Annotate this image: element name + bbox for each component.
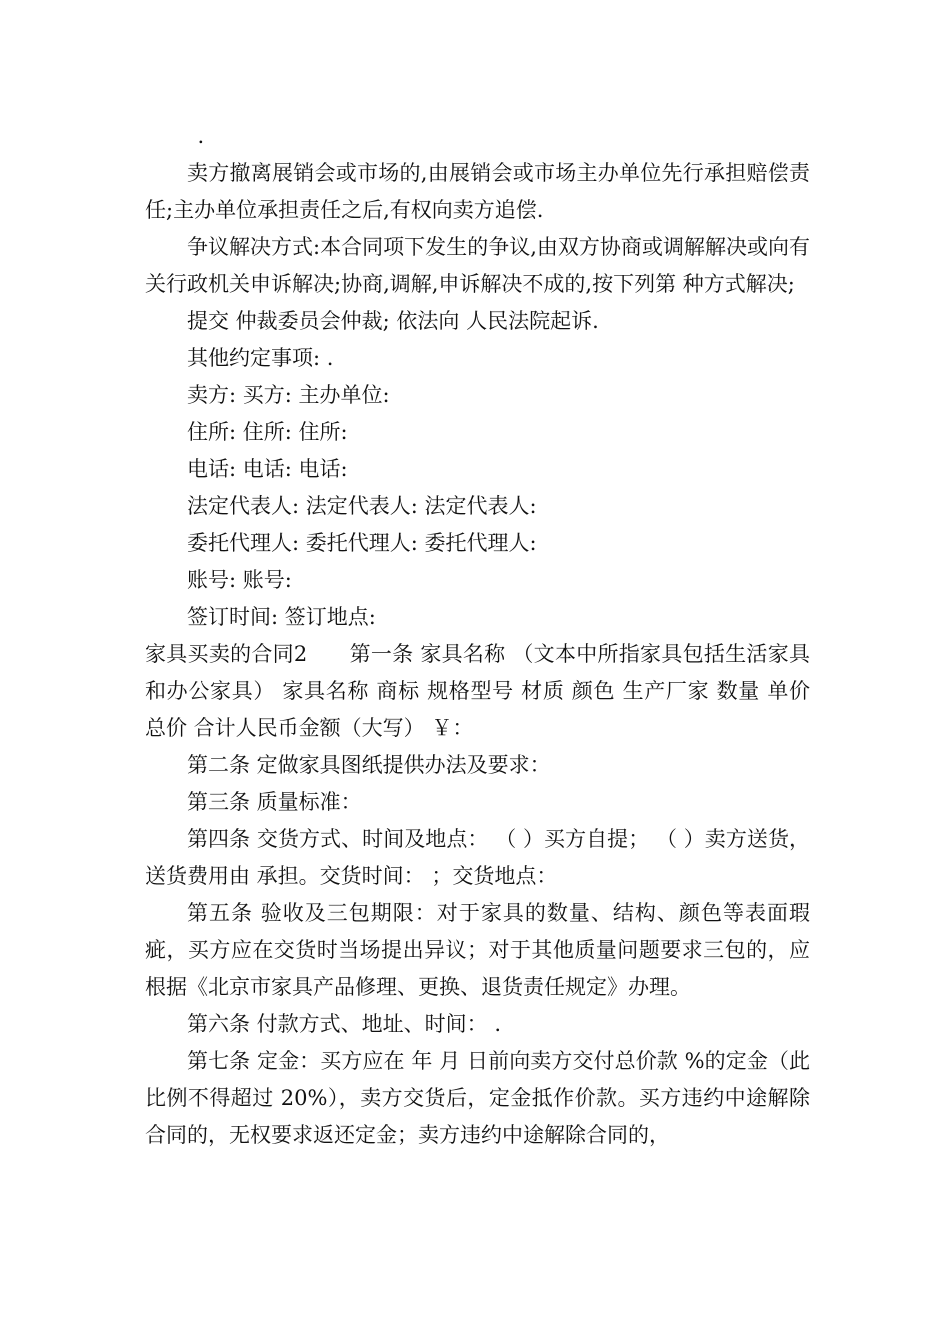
article-3: 第三条 质量标准： xyxy=(187,790,362,814)
paragraph-dispute-resolution: 争议解决方式:本合同项下发生的争议,由双方协商或调解解决或向有关行政机关申诉解决;协商,调解,申诉解决不成的,按下列第 种方式解决; xyxy=(145,235,810,296)
dot-line: . xyxy=(197,124,205,148)
article-2: 第二条 定做家具图纸提供办法及要求： xyxy=(187,753,551,777)
signature-agent: 委托代理人: 委托代理人: 委托代理人: xyxy=(187,531,537,555)
article1-text: 第一条 家具名称 （文本中所指家具包括生活家具和办公家具） 家具名称 商标 规格型号 材质 颜色 生产厂家 数量 单价 总价 合计人民币金额（大写） ￥： xyxy=(145,642,810,740)
document-page xyxy=(145,118,810,1154)
signature-legal-rep: 法定代表人: 法定代表人: 法定代表人: xyxy=(187,494,537,518)
signature-parties: 卖方: 买方: 主办单位: xyxy=(187,383,390,407)
article-5: 第五条 验收及三包期限：对于家具的数量、结构、颜色等表面瑕疵，买方应在交货时当场提出异议；对于其他质量问题要求三包的，应根据《北京市家具产品修理、更换、退货责任规定》办理。 xyxy=(145,901,810,999)
article-4: 第四条 交货方式、时间及地点： （ ）买方自提； （ ）卖方送货，送货费用由 承担。交货时间： ；交货地点： xyxy=(145,827,810,888)
article-7: 第七条 定金：买方应在 年 月 日前向卖方交付总价款 %的定金（此比例不得超过 20%），卖方交货后，定金抵作价款。买方违约中途解除合同的，无权要求返还定金；卖方违约中途解除合同的， xyxy=(145,1049,810,1147)
contract2-title: 家具买卖的合同2 xyxy=(145,642,308,666)
signature-account: 账号: 账号: xyxy=(187,568,292,592)
signature-address: 住所: 住所: 住所: xyxy=(187,420,348,444)
contract2-heading xyxy=(145,636,810,747)
signature-phone: 电话: 电话: 电话: xyxy=(187,457,348,481)
paragraph-arbitration: 提交 仲裁委员会仲裁; 依法向 人民法院起诉. xyxy=(187,309,599,333)
paragraph-seller-withdrawal: 卖方撤离展销会或市场的,由展销会或市场主办单位先行承担赔偿责任;主办单位承担责任之后,有权向卖方追偿. xyxy=(145,161,810,222)
paragraph-other-terms: 其他约定事项: . xyxy=(187,346,334,370)
signature-time-place: 签订时间: 签订地点: xyxy=(187,605,376,629)
article-6: 第六条 付款方式、地址、时间： . xyxy=(187,1012,502,1036)
